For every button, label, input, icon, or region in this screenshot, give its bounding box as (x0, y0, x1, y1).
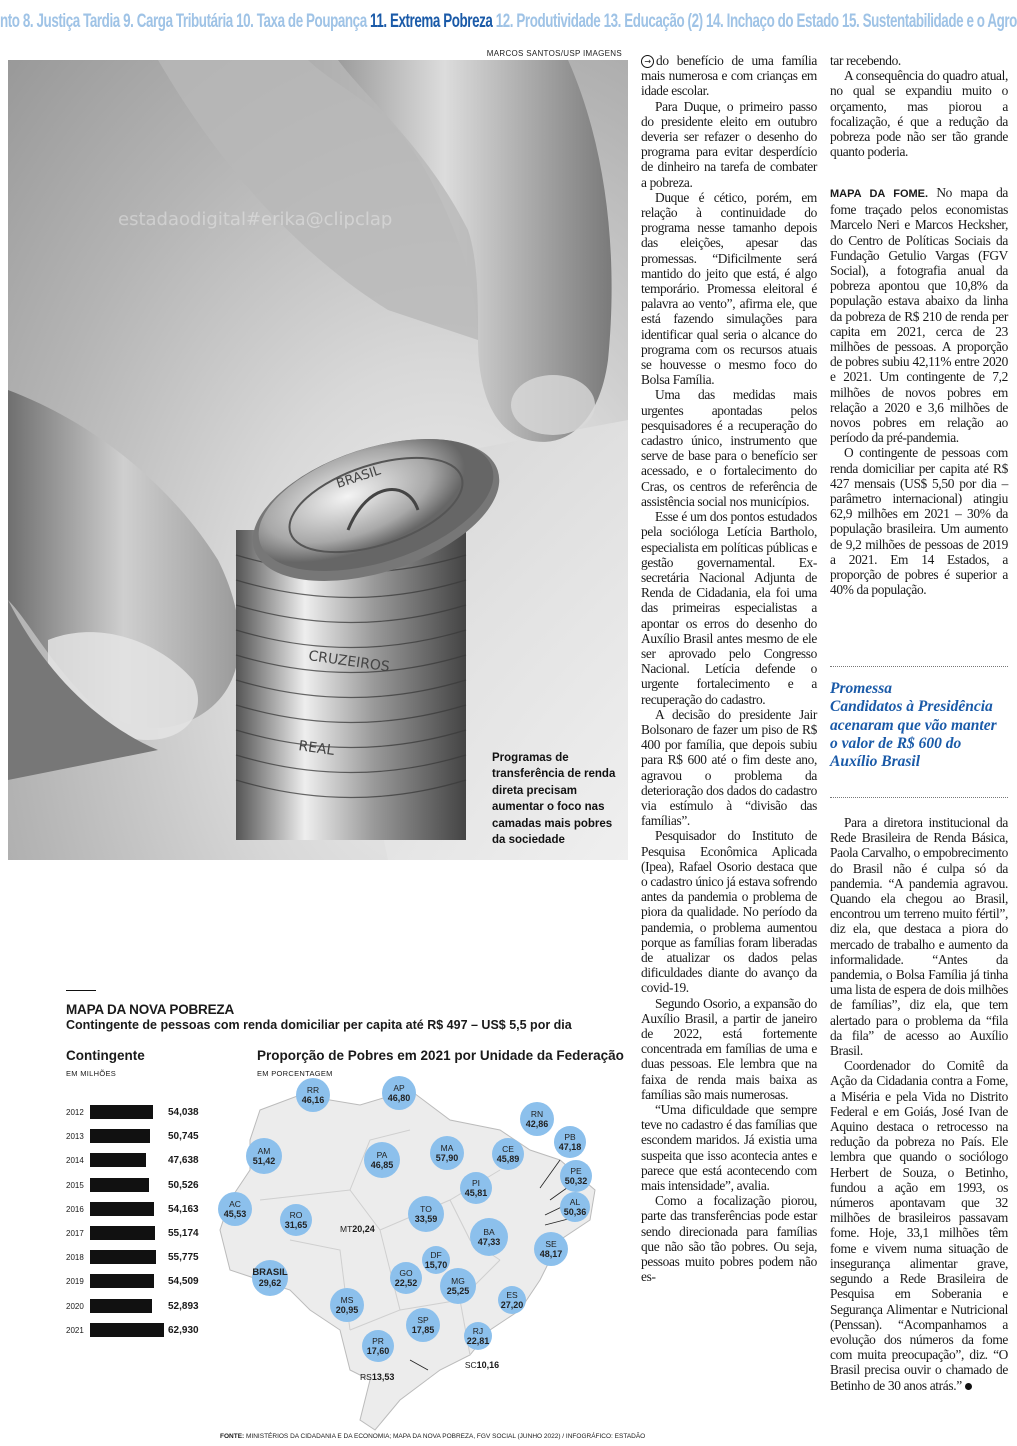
bar (90, 1226, 155, 1240)
state-bubble-df (422, 1246, 450, 1274)
state-bubble-pe (560, 1160, 592, 1192)
state-abbrev: PI (471, 1177, 481, 1188)
state-bubble-ma (430, 1136, 464, 1170)
infographic-subtitle: Contingente de pessoas com renda domiciliar per capita até R$ 497 – US$ 5,5 por dia (66, 1018, 572, 1032)
state-abbrev: MA (440, 1142, 454, 1153)
state-bubble-brasil (252, 1260, 288, 1296)
pull-quote (830, 680, 1008, 771)
bar (90, 1299, 152, 1313)
contingent-unit: EM MILHÕES (66, 1069, 117, 1078)
state-bubble-rr (296, 1078, 330, 1112)
proportion-heading: Proporção de Pobres em 2021 por Unidade da Federação (257, 1048, 624, 1063)
coins-illustration (8, 60, 628, 860)
bar-value-label: 54,163 (168, 1203, 199, 1215)
state-abbrev: PE (570, 1165, 582, 1176)
paragraph: Esse é um dos pontos estudados pela socióloga Letícia Bartholo, especialista em políticas públicas e gestão governamental. Ex-secretária Nacional Adjunta de Renda de Cidadania, ela foi uma das primeiras especialistas a apontar os erros do desenho do Auxílio Brasil antes mesmo de ele ser aprovado pelo Congresso Nacional. Letícia defende o urgente fortalecimento e a recuperação do cadastro. (641, 509, 817, 707)
state-bubble-pb (554, 1126, 586, 1158)
state-bubble-pr (362, 1330, 394, 1362)
paragraph-text: Coordenador do Comitê da Ação da Cidadania contra a Fome, a Miséria e pela Vida no Distrito Federal e em Goiás, José Ivan de Aquino destaca o retrocesso na redução da pobreza no País. Ele lembra que quando o sociólogo Herbert de Souza, o Betinho, fundou a ação em 1993, os números apontavam que 32 milhões de brasileiros passavam fome. Hoje, 33,1 milhões têm fome e vivem numa situação de insegurança alimentar grave, segundo a Rede Brasileira de Pesquisa em Soberania e Segurança Alimentar e Nutricional (Penssan). “Acompanhamos a evolução dos números da fome com muita preocupação”, diz. “O Brasil precisa ouvir o chamado de Betinho de 30 anos atrás.” (830, 1058, 1008, 1393)
state-abbrev: MG (451, 1275, 465, 1286)
state-bubble-al (560, 1192, 590, 1222)
paragraph-text: No mapa da fome traçado pelos economistas Marcelo Neri e Marcos Hecksher, do Centro de Políticas Sociais da Fundação Getulio Vargas (FGV Social), a fotografia anual da pobreza apontou que 10,8% da população estava abaixo da linha da pobreza de R$ 210 de renda per capita em 2021, cerca de 23 milhões de pessoas. A proporção de pobres subiu 42,11% entre 2020 e 2021. Um contingente de 7,2 milhões de novos pobres em relação a 2020 e 3,6 milhões de novos pobres em relação ao período da pré-pandemia. (830, 185, 1009, 446)
paragraph: Duque é cético, porém, em relação à continuidade do programa nesse tamanho depois das eleições, apesar das promessas. “Dificilmente será mantido do jeito que está, é algo temporário. Promessa eleitoral é palavra ao vento”, afirma ele, que está fazendo simulações para identificar qual seria o alcance do programa com os recursos atuais se houvesse o mesmo foco do Bolsa Família. (641, 189, 817, 388)
paragraph: Como a focalização piorou, parte das transferências pode estar sendo direcionada para famílias que não são tão pobres. Ou seja, pessoas muito pobres podem não es- (641, 1193, 817, 1285)
series-topics-bar (0, 0, 1017, 44)
source-label: FONTE: (220, 1433, 245, 1440)
bar-value-label: 50,745 (168, 1131, 199, 1143)
paragraph (830, 1058, 1008, 1392)
state-value: 13,53 (371, 1372, 395, 1382)
state-bubble-am (246, 1138, 282, 1174)
state-value: 46,16 (301, 1095, 325, 1105)
divider-bottom (830, 797, 1008, 798)
state-abbrev: MS (340, 1294, 354, 1305)
state-value: 45,53 (223, 1209, 247, 1219)
state-value: 22,52 (394, 1278, 418, 1288)
state-value: 47,33 (477, 1237, 501, 1247)
proportion-unit: EM PORCENTAGEM (257, 1069, 333, 1078)
state-abbrev: RN (530, 1108, 544, 1119)
bar-value-label: 62,930 (168, 1324, 199, 1336)
paragraph: “Uma dificuldade que sempre teve no cadastro é das famílias que escondem maridos. Já existia uma suspeita que isso acontecia antes e parece que está acontecendo com mais intensidade”, avalia. (641, 1102, 817, 1194)
state-abbrev: ES (506, 1289, 518, 1300)
state-bubble-sc (452, 1360, 512, 1390)
bar-value-label: 55,174 (168, 1228, 199, 1239)
state-value: 17,60 (366, 1346, 390, 1356)
state-abbrev: MT (340, 1224, 353, 1234)
state-value: 10,16 (476, 1360, 500, 1370)
state-abbrev: RJ (472, 1325, 484, 1336)
state-bubble-rj (464, 1322, 492, 1350)
state-value: 17,85 (411, 1325, 435, 1335)
continued-arrow-icon: → (641, 55, 654, 68)
paragraph: O contingente de pessoas com renda domiciliar per capita até R$ 427 mensais (US$ 5,50 por dia – parâmetro internacional) atingiu 62,9 milhões em 2021 – 30% da população brasileira. Um aumento de 9,2 milhões de pessoas de 2019 a 2021. Em 14 Estados, a proporção de pobres é superior a 40% da população. (830, 445, 1008, 598)
current-topic: 11. Extrema Pobreza (370, 11, 493, 32)
state-abbrev: PB (564, 1131, 576, 1142)
state-value: 20,95 (335, 1305, 359, 1315)
state-abbrev: SC (464, 1360, 477, 1370)
state-value: 15,70 (424, 1260, 448, 1270)
state-bubble-ce (492, 1138, 524, 1170)
state-abbrev: DF (430, 1249, 442, 1260)
bar-year-label: 2014 (66, 1156, 84, 1166)
state-value: 46,85 (370, 1160, 394, 1170)
paragraph: A decisão do presidente Jair Bolsonaro de fazer um piso de R$ 400 por família, que depois subiu para R$ 600 até o fim deste ano, agravou o problema da deterioração dos dados do cadastro via estímulo à “divisão das famílias”. (641, 706, 817, 829)
bar-year-label: 2013 (66, 1132, 84, 1142)
infographic-title: MAPA DA NOVA POBREZA (66, 1002, 234, 1017)
paragraph (830, 185, 1008, 445)
bar-year-label: 2020 (66, 1301, 84, 1311)
state-bubble-ba (470, 1218, 508, 1256)
state-bubble-ac (218, 1192, 252, 1226)
divider-top (830, 666, 1008, 667)
paragraph: tar recebendo. (830, 53, 901, 68)
topics-before: nto 8. Justiça Tardia 9. Carga Tributária 10. Taxa de Poupança (0, 11, 371, 32)
bar (90, 1274, 154, 1288)
topics-after: 12. Produtividade 13. Educação (2) 14. Inchaço do Estado 15. Sustentabilidade e o Agro (492, 11, 1017, 32)
state-abbrev: BA (483, 1226, 495, 1237)
state-value: 22,81 (466, 1336, 490, 1346)
end-of-article-icon (965, 1383, 972, 1390)
state-bubble-rs (360, 1372, 395, 1402)
bar-year-label: 2012 (66, 1108, 84, 1117)
article-column-1 (641, 53, 817, 1284)
state-abbrev: PA (376, 1149, 388, 1160)
photo-caption: Programas de transferência de renda direta precisam aumentar o foco nas camadas mais pobres da sociedade (492, 752, 616, 847)
article-column-2-top (830, 53, 1008, 159)
coin-text-low: REAL (297, 738, 336, 759)
state-bubble-ap (382, 1076, 416, 1110)
state-abbrev: RO (289, 1209, 303, 1220)
state-abbrev: GO (399, 1267, 413, 1278)
state-bubble-mg (440, 1268, 476, 1304)
infographic-rule (66, 990, 96, 991)
source-text: MINISTÉRIOS DA CIDADANIA E DA ECONOMIA; MAPA DA NOVA POBREZA, FGV SOCIAL (JUNHO 2022) / INFOGRÁFICO: ESTADÃO (246, 1433, 646, 1440)
coins-photo (8, 60, 628, 860)
state-abbrev: SP (417, 1314, 429, 1325)
state-abbrev: SE (545, 1238, 557, 1249)
photo-credit: MARCOS SANTOS/USP IMAGENS (486, 49, 622, 58)
state-value: 20,24 (352, 1224, 375, 1234)
state-value: 50,36 (563, 1207, 587, 1217)
state-value: 33,59 (414, 1214, 438, 1224)
bar-year-label: 2015 (66, 1180, 84, 1190)
state-value: 46,80 (387, 1093, 411, 1103)
coin-text-mid: CRUZEIROS (307, 648, 391, 676)
state-value: 47,18 (558, 1142, 582, 1152)
state-bubble-pi (460, 1172, 492, 1204)
state-value: 42,86 (525, 1119, 549, 1129)
bar (90, 1105, 153, 1119)
state-abbrev: AL (569, 1196, 581, 1207)
state-bubble-go (390, 1262, 422, 1294)
paragraph: A consequência do quadro atual, no qual se expandiu muito o orçamento, mas piorou a focalização, é que a redução da pobreza pode não ser tão grande quanto poderia. (830, 68, 1008, 160)
paragraph: Segundo Osorio, a expansão do Auxílio Brasil, a partir de janeiro de 2022, está fortemente concentrada em famílias de uma e duas pessoas. Ele lembra que na faixa de renda mais baixa as famílias são mais numerosas. (641, 995, 817, 1102)
state-abbrev: TO (420, 1203, 432, 1214)
bar (90, 1129, 150, 1143)
paragraph: Uma das medidas mais urgentes apontadas pelos pesquisadores é a recuperação do cadastro único, instrumento que serve de base para o benefício ser acessado, e o fortalecimento do Cras, os centros de referência de assistência social nos municípios. (641, 387, 817, 509)
section-lead-label: MAPA DA FOME. (830, 188, 929, 200)
state-bubble-rn (520, 1102, 554, 1136)
state-abbrev: PR (372, 1335, 384, 1346)
pull-quote-text: Candidatos à Presidência acenaram que vão manter o valor de R$ 600 do Auxílio Brasil (830, 698, 997, 771)
paragraph-text: do benefício de uma família mais numerosa e com crianças em idade escolar. (641, 53, 817, 99)
state-bubble-sp (406, 1308, 440, 1342)
article-column-2-bottom (830, 815, 1008, 1393)
state-bubble-mt (340, 1224, 375, 1254)
state-abbrev: CE (502, 1143, 514, 1154)
state-abbrev: RS (360, 1372, 372, 1382)
state-bubble-to (408, 1196, 444, 1232)
state-bubble-es (498, 1286, 526, 1314)
state-value: 25,25 (446, 1286, 470, 1296)
bar (90, 1323, 164, 1337)
bar (90, 1250, 156, 1264)
bar-value-label: 55,775 (168, 1252, 199, 1264)
state-value: 45,89 (496, 1154, 520, 1164)
bar-year-label: 2018 (66, 1253, 84, 1263)
bar-value-label: 54,038 (168, 1107, 199, 1118)
article-column-2-map-da-fome (830, 185, 1008, 597)
state-value: 50,32 (564, 1176, 588, 1186)
state-bubble-pa (364, 1142, 400, 1178)
state-abbrev: AP (393, 1082, 405, 1093)
state-value: 57,90 (435, 1153, 459, 1163)
state-bubble-ms (330, 1288, 364, 1322)
state-bubble-se (534, 1232, 568, 1266)
paragraph (641, 53, 817, 99)
bar-year-label: 2019 (66, 1277, 84, 1287)
paragraph: Para a diretora institucional da Rede Brasileira de Renda Básica, Paola Carvalho, o empobrecimento do Brasil não é culpa só da pandemia. “A pandemia agravou. Quando ela chegou ao Brasil, encontrou um terreno muito fértil”, diz ela, que destaca a piora do mercado de trabalho e aumento da informalidade. “Antes da pandemia, o Bolsa Família já tinha uma lista de espera de dois milhões de famílias”, diz ela, que tem alertado para o problema da “fila da fila” de acesso ao Auxílio Brasil. (830, 815, 1008, 1059)
paragraph: Para Duque, o primeiro passo do presidente eleito em outubro deveria ser refazer o desenho do programa para evitar desperdício de dinheiro na tarefa de combater a pobreza. (641, 98, 817, 190)
bar-value-label: 47,638 (168, 1155, 199, 1167)
bar-year-label: 2017 (66, 1229, 84, 1238)
state-value: 48,17 (539, 1249, 563, 1259)
photo-watermark: estadaodigital#erika@clipclap (118, 209, 393, 230)
state-value: 45,81 (464, 1188, 488, 1198)
bar-value-label: 52,893 (168, 1300, 199, 1312)
state-abbrev: AM (257, 1145, 271, 1156)
bar-year-label: 2016 (66, 1204, 84, 1214)
state-value: 29,62 (258, 1278, 282, 1288)
bar (90, 1178, 149, 1192)
state-bubble-ro (280, 1204, 312, 1236)
state-value: 27,20 (500, 1300, 524, 1310)
bar (90, 1153, 146, 1167)
state-abbrev: RR (306, 1084, 320, 1095)
coin-text-top: BRASIL (334, 463, 383, 492)
state-value: 31,65 (284, 1220, 308, 1230)
bar-value-label: 54,509 (168, 1276, 199, 1288)
bar (90, 1202, 154, 1216)
state-abbrev: AC (229, 1198, 241, 1209)
pull-quote-title: Promessa (830, 680, 892, 697)
state-value: 51,42 (252, 1156, 276, 1166)
bar-year-label: 2021 (66, 1325, 84, 1335)
infographic-source (220, 1433, 645, 1440)
paragraph: Pesquisador do Instituto de Pesquisa Econômica Aplicada (Ipea), Rafael Osorio destaca que o cadastro único já estava sofrendo antes da pandemia o problema de piora da qualidade. No período da pandemia, o problema aumentou porque as famílias foram liberadas de atualizar os dados pelas dificuldades diante do avanço da covid-19. (641, 828, 817, 996)
contingent-heading: Contingente (66, 1048, 145, 1063)
state-abbrev: BRASIL (252, 1266, 288, 1278)
bar-value-label: 50,526 (168, 1179, 199, 1191)
